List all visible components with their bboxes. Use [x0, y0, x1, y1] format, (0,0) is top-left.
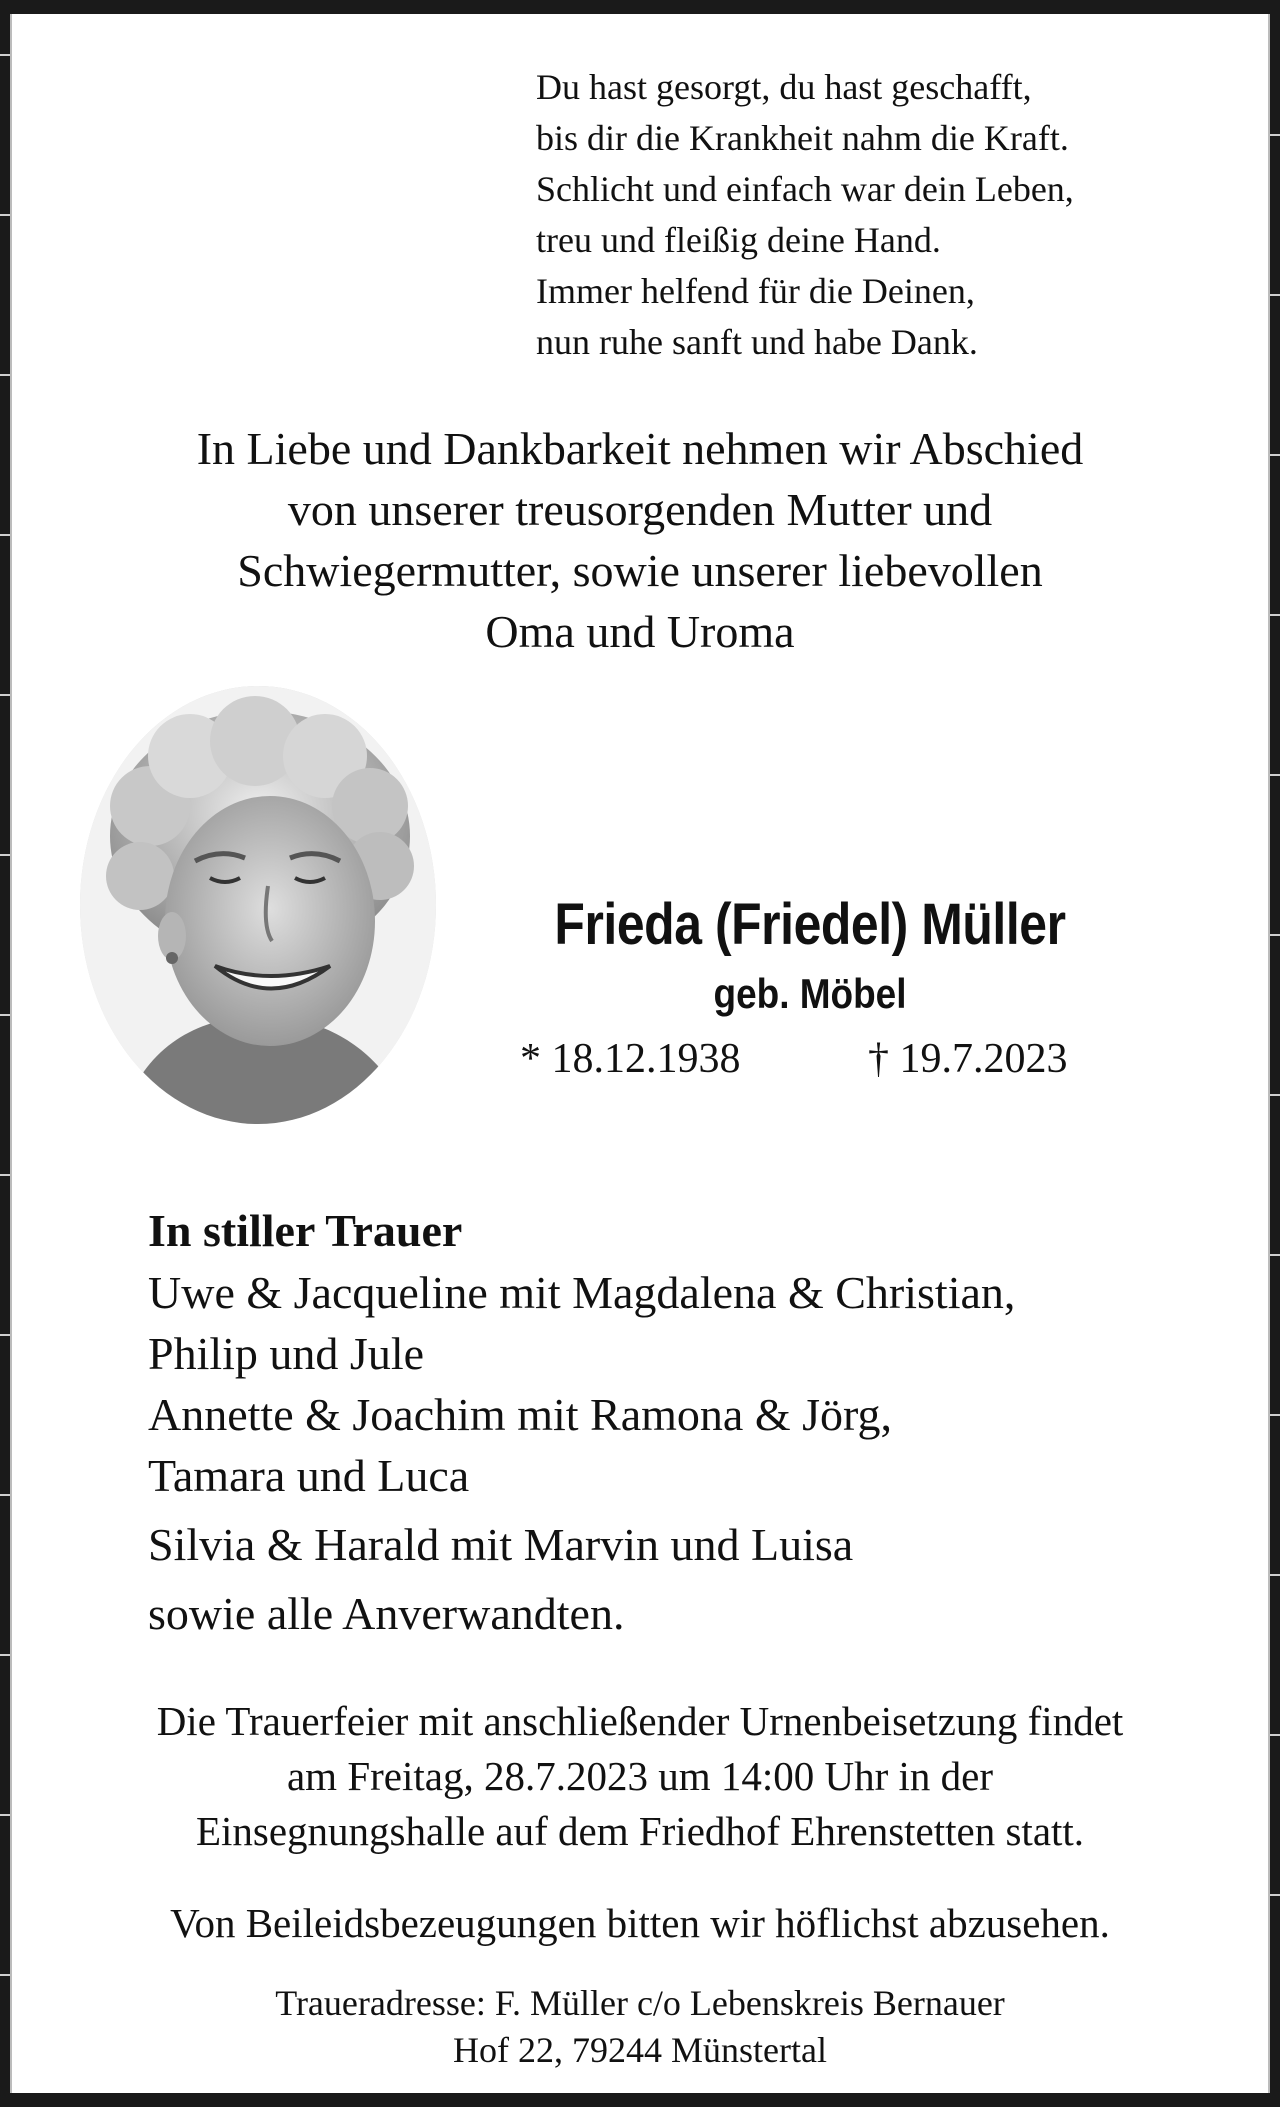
mourning-address — [20, 1980, 1260, 2074]
mourners-list — [148, 1200, 1015, 1644]
poem-line: treu und fleißig deine Hand. — [536, 220, 941, 260]
mourner-line: Tamara und Luca — [148, 1450, 470, 1501]
ceremony-line: Die Trauerfeier mit anschließender Urnenbeisetzung findet — [156, 1698, 1124, 1744]
mourner-line: Silvia & Harald mit Marvin und Luisa — [148, 1519, 854, 1570]
condolence-note: Von Beileidsbezeugungen bitten wir höflichst abzusehen. — [170, 1900, 1110, 1946]
poem — [536, 62, 1074, 368]
poem-line: Du hast gesorgt, du hast geschafft, — [536, 67, 1032, 107]
intro-line: Oma und Uroma — [485, 606, 795, 657]
address-line: Traueradresse: F. Müller c/o Lebenskreis Bernauer — [275, 1983, 1005, 2023]
farewell-intro — [60, 418, 1220, 662]
birth-date: * 18.12.1938 — [520, 1036, 741, 1082]
intro-line: In Liebe und Dankbarkeit nehmen wir Abschied — [196, 423, 1084, 474]
intro-line: von unserer treusorgenden Mutter und — [287, 484, 993, 535]
ceremony-details — [20, 1694, 1260, 1859]
mourner-line: Annette & Joachim mit Ramona & Jörg, — [148, 1389, 892, 1440]
death-date: † 19.7.2023 — [868, 1036, 1068, 1082]
poem-line: bis dir die Krankheit nahm die Kraft. — [536, 118, 1069, 158]
mourners-heading: In stiller Trauer — [148, 1205, 463, 1256]
maiden-name: geb. Möbel — [713, 970, 907, 1017]
poem-line: Schlicht und einfach war dein Leben, — [536, 169, 1074, 209]
portrait-photo — [80, 686, 436, 1124]
poem-line: nun ruhe sanft und habe Dank. — [536, 322, 978, 362]
mourner-line: Uwe & Jacqueline mit Magdalena & Christian, — [148, 1267, 1016, 1318]
deceased-name: Frieda (Friedel) Müller — [554, 892, 1066, 957]
intro-line: Schwiegermutter, sowie unserer liebevollen — [237, 545, 1043, 596]
ceremony-line: am Freitag, 28.7.2023 um 14:00 Uhr in der — [286, 1753, 993, 1799]
mourner-line: Philip und Jule — [148, 1328, 425, 1379]
address-line: Hof 22, 79244 Münstertal — [453, 2030, 827, 2070]
mourner-line: sowie alle Anverwandten. — [148, 1588, 625, 1639]
poem-line: Immer helfend für die Deinen, — [536, 271, 975, 311]
ceremony-line: Einsegnungshalle auf dem Friedhof Ehrenstetten statt. — [195, 1808, 1085, 1854]
portrait-illustration — [80, 686, 436, 1124]
